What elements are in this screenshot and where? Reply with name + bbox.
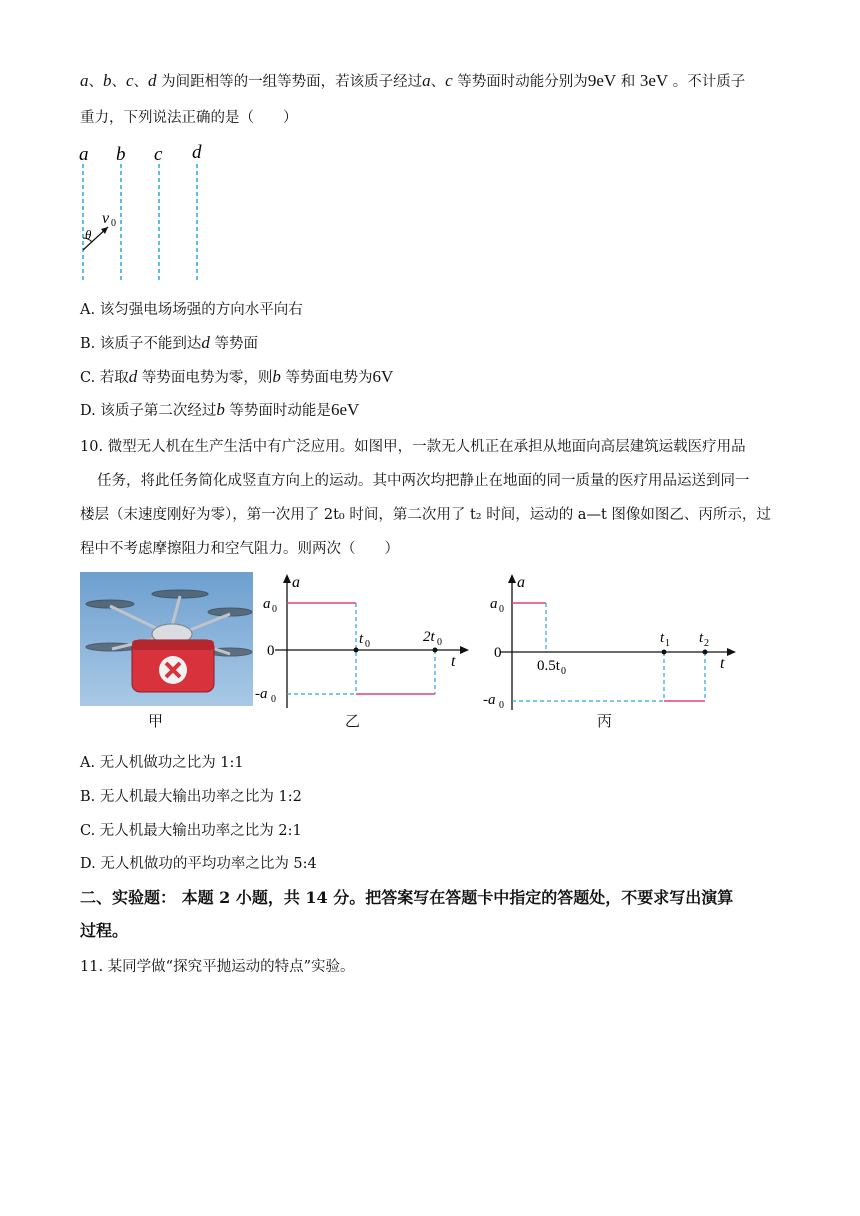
theta-label: θ: [85, 227, 92, 242]
q10-option-a: A. 无人机做功之比为 1:1: [80, 755, 244, 771]
x-axis-arrow: [460, 646, 469, 654]
q9-option-c: [80, 366, 393, 387]
q10-stem-line1: 10. 微型无人机在生产生活中有广泛应用。如图甲，一款无人机正在承担从地面向高层建筑运载医疗用品: [80, 439, 746, 455]
neg-a0-label: -a: [483, 692, 496, 708]
graph-yi: [255, 570, 470, 710]
q9-option-a: [80, 298, 303, 319]
q10-option-c: C. 无人机最大输出功率之比为 2:1: [80, 823, 302, 839]
sep: 、: [430, 74, 446, 90]
var-d: d: [148, 71, 157, 90]
neg-a0-sub: 0: [271, 694, 276, 705]
a0-label: a: [490, 596, 498, 612]
option-text: 等势面电势为: [280, 370, 373, 386]
option-text: C. 若取: [80, 370, 129, 386]
q9-option-d: [80, 399, 359, 420]
equipotential-figure: [70, 138, 220, 284]
drone-illustration: [80, 572, 253, 706]
sep: 、: [133, 74, 149, 90]
sep: 、: [88, 74, 103, 90]
x-axis-label: t: [720, 655, 725, 672]
section2-heading-line2: 过程。: [80, 921, 129, 940]
v-sub: 0: [111, 218, 116, 229]
caption-jia: 甲: [148, 712, 164, 730]
t1-sub: 1: [665, 638, 670, 649]
caption-yi: 乙: [345, 712, 361, 730]
section2-heading-line1: 二、实验题： 本题 2 小题，共 14 分。把答案写在答题卡中指定的答题处，不要求写出演算: [80, 888, 734, 907]
zero-label: 0: [494, 645, 502, 661]
caption-bing: 丙: [597, 712, 613, 730]
q10-stem-line4: 程中不考虑摩擦阻力和空气阻力。则两次（ ）: [80, 541, 399, 557]
x-axis-arrow: [727, 648, 736, 656]
q9-stem-line2: 重力，下列说法正确的是（ ）: [80, 110, 298, 126]
q11-stem: 11. 某同学做“探究平抛运动的特点”实验。: [80, 959, 355, 975]
stem-text: 为间距相等的一组等势面，若该质子经过: [156, 74, 423, 90]
option-text: 等势面电势为零，则: [137, 370, 273, 386]
potential-value: 6V: [372, 367, 394, 386]
q10-stem-line2: 任务，将此任务简化成竖直方向上的运动。其中两次均把静止在地面的同一质量的医疗用品运送到同一: [97, 473, 750, 489]
zero-label: 0: [267, 643, 275, 659]
point-t0: [354, 648, 359, 653]
half-t0-label: 0.5t: [537, 658, 560, 674]
2t0-label: 2t: [423, 629, 435, 645]
a0-sub: 0: [272, 604, 277, 615]
var-b: b: [272, 367, 281, 386]
t0-sub: 0: [365, 639, 370, 650]
var-a: a: [80, 71, 89, 90]
t1-label: t: [660, 630, 665, 646]
energy-value: 6eV: [330, 400, 360, 419]
option-text: D. 该质子第二次经过: [80, 403, 217, 419]
var-c: c: [445, 71, 453, 90]
a0-sub: 0: [499, 604, 504, 615]
point-t1: [662, 650, 667, 655]
option-text: 等势面: [209, 336, 258, 352]
q10-stem-line3: 楼层（末速度刚好为零），第一次用了 2t₀ 时间，第二次用了 t₂ 时间，运动的 a—t 图像如图乙、丙所示，过: [80, 507, 771, 523]
neg-a0-label: -a: [255, 686, 268, 702]
stem-text: 和: [616, 74, 640, 90]
half-t0-sub: 0: [561, 666, 566, 677]
stem-text: 等势面时动能分别为: [452, 74, 588, 90]
equipotential-lines: [83, 164, 197, 280]
a0-label: a: [263, 596, 271, 612]
energy-value: 9eV: [587, 71, 617, 90]
v-label: v: [102, 210, 110, 227]
q9-stem-line1: [80, 70, 745, 91]
var-c: c: [126, 71, 134, 90]
q10-option-b: B. 无人机最大输出功率之比为 1:2: [80, 789, 302, 805]
label-c: c: [154, 144, 163, 165]
t2-label: t: [699, 630, 704, 646]
stem-text: 。不计质子: [668, 74, 746, 90]
option-text: A. 该匀强电场场强的方向水平向右: [80, 302, 303, 318]
graph-bing: [480, 570, 740, 710]
sep: 、: [111, 74, 126, 90]
var-b: b: [103, 71, 112, 90]
energy-value: 3eV: [639, 71, 669, 90]
q10-option-d: D. 无人机做功的平均功率之比为 5:4: [80, 856, 317, 872]
drone-photo: [80, 572, 253, 706]
var-d: d: [128, 367, 138, 386]
label-b: b: [116, 144, 126, 165]
var-d: d: [201, 333, 210, 352]
x-axis-label: t: [451, 653, 456, 670]
t0-label: t: [359, 631, 364, 647]
label-d: d: [192, 142, 202, 163]
option-text: 等势面时动能是: [224, 403, 331, 419]
y-axis-label: a: [517, 574, 525, 591]
label-a: a: [79, 144, 89, 165]
q9-option-b: [80, 332, 258, 353]
y-axis-arrow: [508, 574, 516, 583]
y-axis-label: a: [292, 574, 300, 591]
t2-sub: 2: [704, 638, 709, 649]
var-b: b: [216, 400, 225, 419]
neg-a0-sub: 0: [499, 700, 504, 710]
2t0-sub: 0: [437, 637, 442, 648]
y-axis-arrow: [283, 574, 291, 583]
point-2t0: [433, 648, 438, 653]
option-text: B. 该质子不能到达: [80, 336, 202, 352]
var-a: a: [422, 71, 431, 90]
point-t2: [703, 650, 708, 655]
